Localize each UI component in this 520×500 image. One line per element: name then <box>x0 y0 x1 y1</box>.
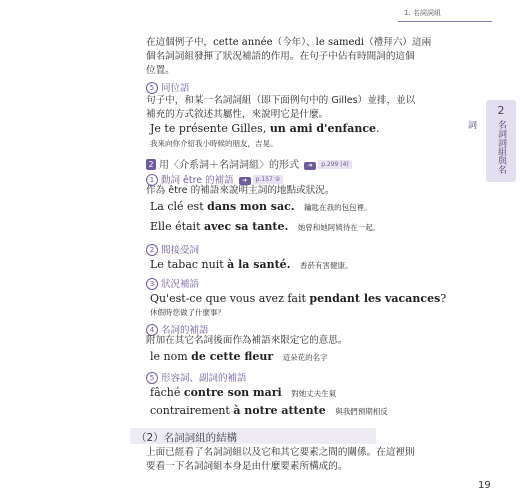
example-translation: 對她丈夫生氣 <box>291 389 337 398</box>
example-translation: 這朵花的名字 <box>282 353 328 362</box>
circled-number: 2 <box>146 244 158 256</box>
heading-text: 形容詞、副詞的補語 <box>161 373 247 384</box>
example-sentence-2 <box>150 404 388 417</box>
example-sentence <box>150 258 352 271</box>
example-sentence <box>150 292 446 305</box>
example-text: le nom <box>150 350 192 363</box>
example-translation: 鑰匙在我的包包裡。 <box>304 203 372 212</box>
header-rule <box>398 21 492 22</box>
etre-description: 作為 être 的補語來說明主詞的地點或狀況。 <box>146 185 335 196</box>
example-highlight: avec sa tante. <box>204 220 289 233</box>
circled-number: 3 <box>146 278 158 290</box>
reference-arrow-icon: ➜ <box>304 162 316 170</box>
subsection-heading-adverbial <box>146 276 199 290</box>
example-highlight: à la santé. <box>227 258 291 271</box>
example-highlight: un ami d'enfance <box>269 122 377 135</box>
example-text: Elle était <box>150 220 204 233</box>
intro-text-mid: （今年）、 <box>272 37 316 48</box>
paragraph-line-1: 上面已經看了名詞詞組以及它和其它要素之間的關係。在這裡則 <box>146 447 415 458</box>
intro-line-3: 位置。 <box>146 65 175 76</box>
desc-line-2: 補充的方式敘述其屬性，來說明它是什麼。 <box>146 109 329 120</box>
heading-text: 狀況補語 <box>161 279 200 290</box>
desc-line-1: 句子中，和某一名詞詞組（即下面例句中的 Gilles）並排，並以 <box>146 95 416 106</box>
heading-text: 同位語 <box>161 83 190 94</box>
page-reference: p.157 ② <box>253 175 283 184</box>
chapter-title-vertical: 名詞詞組與名詞 <box>466 120 506 174</box>
example-text: contrairement <box>150 404 234 417</box>
example-translation: 我來向你介紹我小時候的朋友，吉晃。 <box>150 139 278 148</box>
example-text: Je te présente Gilles, <box>150 122 270 135</box>
intro-line-1 <box>146 36 476 50</box>
circled-number: 5 <box>146 82 158 94</box>
intro-french-1: cette année <box>213 37 273 48</box>
subsection-heading-adj-adv-complement <box>146 370 247 384</box>
heading-text: 動詞 être 的補語 <box>161 175 234 186</box>
page-number: 19 <box>478 480 491 491</box>
example-highlight: de cette fleur <box>191 350 274 363</box>
example-highlight: contre son mari <box>183 386 282 399</box>
chapter-side-tab <box>466 100 516 182</box>
example-sentence-1 <box>150 386 336 399</box>
circled-number: 1 <box>146 174 158 186</box>
circled-number: 4 <box>146 324 158 336</box>
example-sentence <box>150 350 328 363</box>
example-text-end: . <box>376 122 380 135</box>
heading-text: 間接受詞 <box>161 245 200 256</box>
circled-number: 5 <box>146 372 158 384</box>
example-translation: 休假時您做了什麼事？ <box>150 308 225 317</box>
example-highlight: à notre attente <box>233 404 326 417</box>
appositive-description <box>146 94 476 122</box>
example-text: fâché <box>150 386 184 399</box>
intro-text-end: （禮拜六）這兩 <box>364 37 432 48</box>
subsection-heading-indirect-object <box>146 242 199 256</box>
paragraph-line-2: 要看一下名詞詞組本身是由什麼要素所構成的。 <box>146 461 348 472</box>
example-translation: 與我們預期相反 <box>335 407 388 416</box>
example-translation: 她曾和她阿姨待在一起。 <box>297 223 381 232</box>
example-text: Le tabac nuit <box>150 258 228 271</box>
running-header: 1. 名詞詞組 <box>404 9 441 17</box>
chapter-number: 2 <box>497 104 505 117</box>
example-text: Qu'est-ce que vous avez fait <box>150 292 310 305</box>
section-heading-appositive <box>146 80 190 94</box>
subsection-title: （2）名詞詞組的結構 <box>136 432 238 444</box>
example-sentence-1 <box>150 200 372 213</box>
structure-paragraph <box>146 446 476 474</box>
section-2-heading <box>146 156 352 171</box>
example-highlight: pendant les vacances <box>309 292 441 305</box>
example-translation: 香菸有害健康。 <box>299 261 353 270</box>
intro-line-2: 個名詞詞組發揮了狀況補語的作用。在句子中佔有時間詞的這個 <box>146 51 415 62</box>
example-highlight: dans mon sac. <box>207 200 295 213</box>
heading-text: 名詞的補語 <box>161 325 209 336</box>
intro-french-2: le samedi <box>315 37 365 48</box>
example-sentence-2 <box>150 220 380 233</box>
section-title: 用〈介系詞＋名詞詞組〉的形式 <box>159 160 299 171</box>
reference-arrow-icon: ➜ <box>239 177 251 185</box>
intro-text: 在這個例子中， <box>146 37 214 48</box>
example-text-end: ? <box>440 292 447 305</box>
page-reference: p.299 (4) <box>318 160 352 169</box>
example-text: La clé est <box>150 200 208 213</box>
noun-complement-description: 附加在其它名詞後面作為補語來限定它的意思。 <box>146 335 348 346</box>
section-number-badge: 2 <box>146 159 156 170</box>
example-sentence <box>150 122 380 135</box>
intro-paragraph <box>146 36 476 78</box>
